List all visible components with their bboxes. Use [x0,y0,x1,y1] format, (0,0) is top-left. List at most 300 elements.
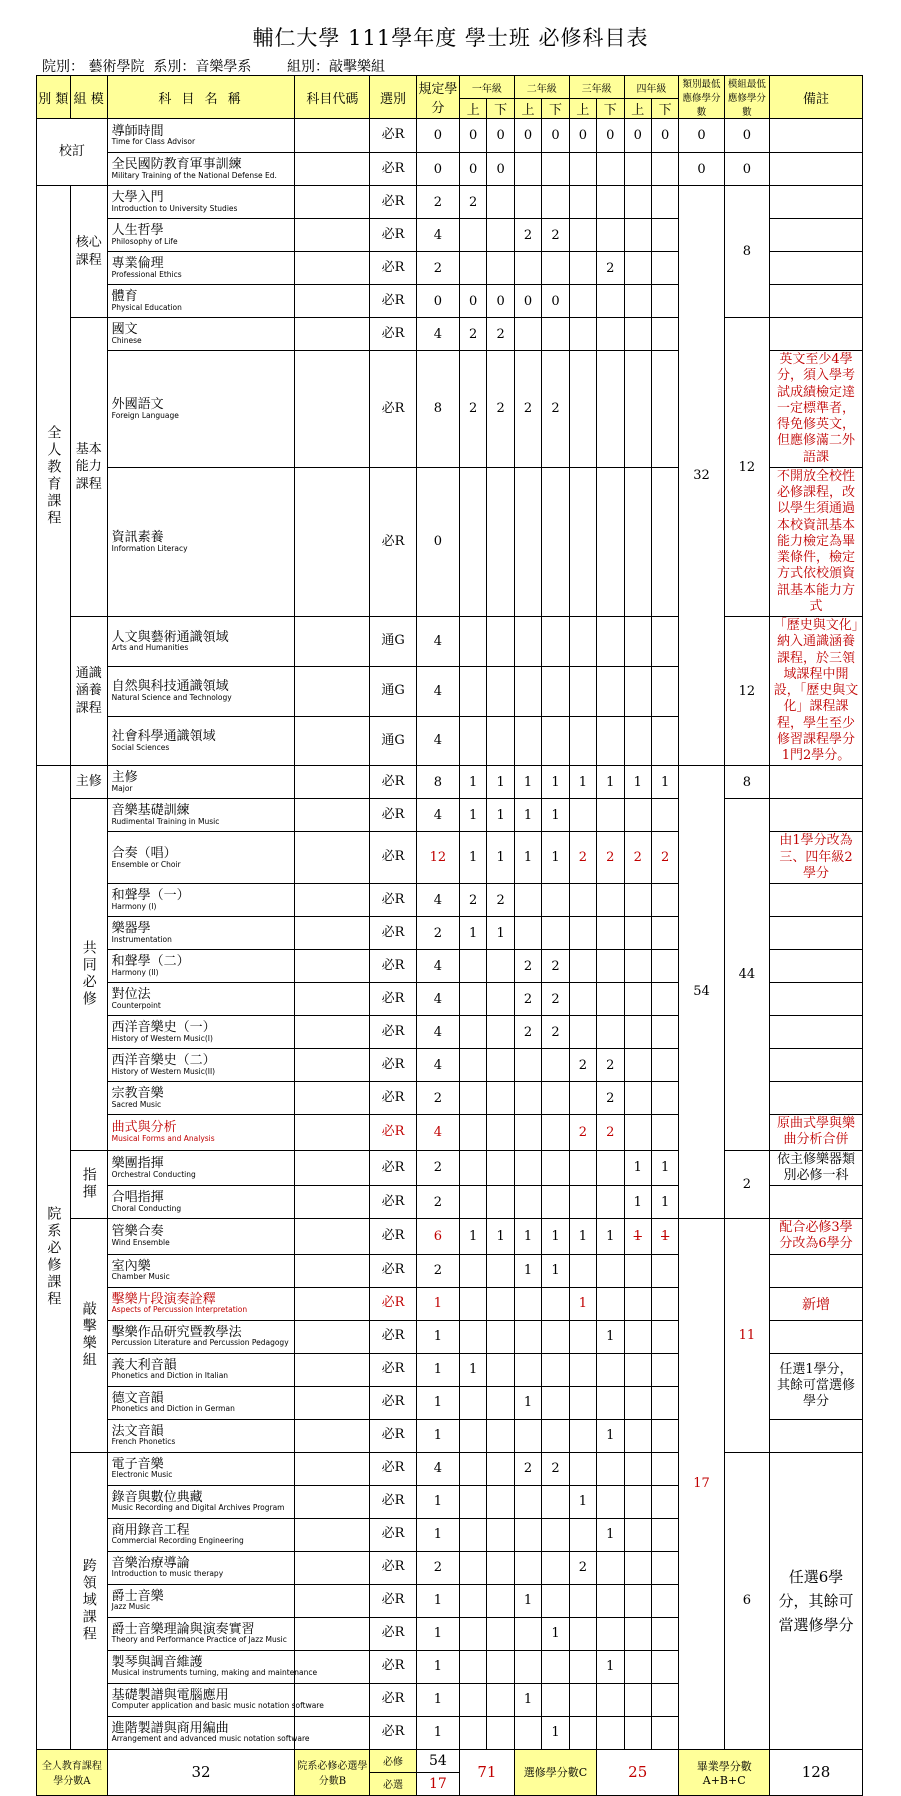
semester-credit: 2 [459,186,486,219]
semester-credit [651,351,678,468]
remark: 不開放全校性必修課程，改以學生須通過本校資訊基本能力檢定為畢業條件，檢定方式依校頒資訊基本能力方式 [770,467,863,616]
course-name-zh: 和聲學（一） [111,888,190,904]
selection: 必R [370,1219,416,1255]
course-code [295,1115,370,1151]
semester-credit [624,1683,651,1716]
hdr-semester-down: 下 [651,99,678,119]
credits: 1 [416,1650,459,1683]
semester-credit [514,1617,541,1650]
semester-credit: 1 [459,799,486,832]
course-code [295,1353,370,1386]
semester-credit [624,351,651,468]
sum-b-required-value: 54 [416,1749,459,1772]
sum-total-label: 畢業學分數A+B+C [679,1749,770,1795]
semester-credit [542,617,569,667]
semester-credit: 2 [487,318,514,351]
semester-credit [459,1320,486,1353]
semester-credit [597,1386,624,1419]
remark [770,1186,863,1219]
remark [770,950,863,983]
semester-credit [597,285,624,318]
semester-credit [597,983,624,1016]
course-name-zh: 西洋音樂史（一） [111,1020,216,1036]
course-row [37,1452,863,1485]
course-name [107,1186,295,1219]
course-name-en: Orchestral Conducting [111,1169,196,1179]
semester-credit [651,318,678,351]
semester-credit [624,252,651,285]
selection: 必R [370,318,416,351]
course-name-en: Physical Education [111,302,182,312]
semester-credit: 1 [487,1219,514,1255]
course-code [295,119,370,153]
course-name-zh: 國文 [111,322,138,338]
semester-credit [459,1452,486,1485]
semester-credit [569,1419,596,1452]
module-cross-text: 跨領域課程 [80,1558,97,1643]
semester-credit: 2 [514,351,541,468]
semester-credit [569,950,596,983]
course-name [107,1049,295,1082]
semester-credit: 0 [487,153,514,186]
course-code [295,1683,370,1716]
semester-credit [569,285,596,318]
credits: 1 [416,1584,459,1617]
selection: 通G [370,716,416,766]
semester-credit [487,1049,514,1082]
course-name-en: Harmony (I) [111,901,157,911]
semester-credit [624,1115,651,1151]
course-code [295,884,370,917]
selection: 必R [370,832,416,884]
semester-credit [569,1254,596,1287]
course-name-zh: 大學入門 [111,190,164,206]
semester-credit [651,285,678,318]
semester-credit [487,716,514,766]
semester-credit [651,1320,678,1353]
credits: 0 [416,467,459,616]
module-cross [70,1452,107,1749]
semester-credit [597,1584,624,1617]
semester-credit [569,884,596,917]
course-name-en: Chamber Music [111,1272,170,1282]
course-name-zh: 擊樂片段演奏詮釋 [111,1291,216,1307]
semester-credit [459,1287,486,1320]
course-row [37,318,863,351]
remark [770,1320,863,1353]
sum-b-elective-value: 17 [416,1772,459,1795]
module-general: 通識涵養課程 [70,617,107,766]
semester-credit [542,1049,569,1082]
hdr-module-min: 模組最低應修學分數 [724,76,769,119]
course-name-zh: 導師時間 [111,123,164,139]
course-name-en: History of Western Music(II) [111,1066,216,1076]
credits: 4 [416,219,459,252]
semester-credit [597,1016,624,1049]
semester-credit [459,1419,486,1452]
course-name [107,1716,310,1749]
semester-credit [487,950,514,983]
semester-credit [624,1518,651,1551]
semester-credit: 1 [569,766,596,799]
semester-credit [487,1551,514,1584]
semester-credit [514,1150,541,1186]
semester-credit: 2 [624,832,651,884]
semester-credit: 1 [514,799,541,832]
course-name-en: Ensemble or Choir [111,859,181,869]
semester-credit [569,1518,596,1551]
selection: 必R [370,983,416,1016]
semester-credit [569,1353,596,1386]
semester-credit [542,1386,569,1419]
hdr-year4: 四年級 [624,76,679,99]
semester-credit [487,1452,514,1485]
remark [770,1049,863,1082]
course-code [295,832,370,884]
group-whole-person [37,186,71,766]
course-name-zh: 和聲學（二） [111,954,190,970]
semester-credit [624,1485,651,1518]
semester-credit [514,666,541,716]
course-name-en: Musical instruments turning, making and maintenance [111,1668,318,1678]
semester-credit [597,950,624,983]
hdr-semester-up: 上 [459,99,486,119]
credits: 0 [416,119,459,153]
course-name-zh: 音樂治療導論 [111,1555,190,1571]
course-name-en: Chinese [111,335,142,345]
semester-credit [514,1353,541,1386]
course-code [295,799,370,832]
category-min: 0 [679,119,724,153]
semester-credit [542,1115,569,1151]
semester-credit: 0 [487,285,514,318]
course-name-en: Counterpoint [111,1000,161,1010]
semester-credit [459,1186,486,1219]
semester-credit [514,716,541,766]
semester-credit [487,666,514,716]
credits: 1 [416,1353,459,1386]
course-code [295,1617,370,1650]
course-name-zh: 樂團指揮 [111,1155,164,1171]
course-name-en: Military Training of the National Defense Ed. [111,170,277,180]
semester-credit [459,1082,486,1115]
semester-credit [624,285,651,318]
course-code [295,285,370,318]
course-name-en: Instrumentation [111,934,172,944]
semester-credit: 1 [624,1150,651,1186]
semester-credit [459,1551,486,1584]
module-conducting [70,1150,107,1219]
course-name [107,1254,295,1287]
semester-credit [487,186,514,219]
remark [770,186,863,219]
hdr-remark: 備註 [770,76,863,119]
semester-credit [597,716,624,766]
course-name-en: Choral Conducting [111,1203,182,1213]
semester-credit [624,884,651,917]
semester-credit [597,1683,624,1716]
semester-credit [542,1551,569,1584]
course-name-en: Wind Ensemble [111,1238,170,1248]
course-code [295,766,370,799]
semester-credit [651,1082,678,1115]
course-name-zh: 曲式與分析 [111,1120,177,1136]
semester-credit [597,917,624,950]
module-min: 44 [724,799,769,1150]
course-name-en: Rudimental Training in Music [111,817,220,827]
semester-credit [651,1716,678,1749]
course-name-en: Commercial Recording Engineering [111,1536,244,1546]
credits: 1 [416,1386,459,1419]
semester-credit: 1 [597,1419,624,1452]
semester-credit [597,617,624,667]
semester-credit [624,153,651,186]
semester-credit [597,186,624,219]
course-name-zh: 西洋音樂史（二） [111,1053,216,1069]
course-name-en: French Phonetics [111,1437,176,1447]
semester-credit: 2 [651,832,678,884]
semester-credit [542,186,569,219]
semester-credit [542,252,569,285]
semester-credit [624,1254,651,1287]
course-code [295,219,370,252]
course-name [107,1287,295,1320]
semester-credit [459,1016,486,1049]
group-department [37,766,71,1749]
credits: 4 [416,318,459,351]
semester-credit: 1 [487,832,514,884]
course-name [107,1452,295,1485]
semester-credit: 2 [459,884,486,917]
course-name-zh: 自然與科技通識領域 [111,679,229,695]
semester-credit: 0 [487,119,514,153]
semester-credit [487,1016,514,1049]
semester-credit [569,219,596,252]
course-code [295,1287,370,1320]
semester-credit [569,186,596,219]
selection: 必R [370,1016,416,1049]
module-min: 0 [724,119,769,153]
semester-credit [651,219,678,252]
credits: 1 [416,1518,459,1551]
semester-credit [624,186,651,219]
course-name [107,1584,295,1617]
semester-credit [569,252,596,285]
credits: 4 [416,884,459,917]
remark: 原曲式學與樂曲分析合併 [770,1115,863,1151]
credits: 12 [416,832,459,884]
course-row [37,186,863,219]
semester-credit [651,1584,678,1617]
semester-credit [569,1650,596,1683]
course-code [295,1082,370,1115]
semester-credit [487,1082,514,1115]
semester-credit [542,1320,569,1353]
semester-credit: 1 [624,1219,651,1255]
course-name [107,716,295,766]
hdr-category-min: 類別最低應修學分數 [679,76,724,119]
credits: 2 [416,252,459,285]
semester-credit: 1 [597,1518,624,1551]
course-name [107,1551,295,1584]
course-name [107,467,295,616]
course-code [295,1452,370,1485]
module-core: 核心課程 [70,186,107,318]
sum-b-elective-label: 必選 [370,1772,416,1795]
semester-credit [569,1617,596,1650]
credits: 1 [416,1617,459,1650]
selection: 必R [370,153,416,186]
course-name-zh: 社會科學通識領域 [111,729,216,745]
selection: 必R [370,1254,416,1287]
course-row [37,1150,863,1186]
hdr-year1: 一年級 [459,76,514,99]
semester-credit [624,1551,651,1584]
course-name-en: Musical Forms and Analysis [111,1134,215,1144]
semester-credit [651,983,678,1016]
course-code [295,1551,370,1584]
semester-credit [597,1287,624,1320]
semester-credit: 1 [459,1219,486,1255]
semester-credit [459,1650,486,1683]
credits: 2 [416,1150,459,1186]
semester-credit: 2 [514,219,541,252]
selection: 必R [370,1485,416,1518]
semester-credit [569,318,596,351]
semester-credit: 1 [542,1254,569,1287]
semester-credit: 1 [542,799,569,832]
selection: 必R [370,1150,416,1186]
semester-credit [487,1386,514,1419]
remark [770,799,863,832]
semester-credit [514,153,541,186]
semester-credit: 2 [542,1016,569,1049]
sum-a-value: 32 [107,1749,295,1795]
semester-credit [569,1584,596,1617]
semester-credit: 1 [542,1617,569,1650]
sum-b-total: 71 [459,1749,514,1795]
course-name-zh: 專業倫理 [111,256,164,272]
semester-credit [487,617,514,667]
selection: 必R [370,1419,416,1452]
semester-credit [597,799,624,832]
sum-c-value: 25 [597,1749,679,1795]
semester-credit: 1 [651,766,678,799]
course-name-en: Introduction to music therapy [111,1569,224,1579]
course-name [107,666,295,716]
semester-credit [624,666,651,716]
credits: 6 [416,1219,459,1255]
semester-credit [624,983,651,1016]
course-name [107,983,295,1016]
semester-credit [514,617,541,667]
semester-credit: 0 [542,285,569,318]
semester-credit [624,1320,651,1353]
semester-credit [542,1518,569,1551]
semester-credit [487,1518,514,1551]
credits: 2 [416,186,459,219]
course-name [107,1650,318,1683]
semester-credit: 1 [651,1219,678,1255]
semester-credit [542,1650,569,1683]
credits: 1 [416,1716,459,1749]
semester-credit [569,617,596,667]
semester-credit: 0 [542,119,569,153]
semester-credit [597,351,624,468]
module-common [70,799,107,1150]
credits: 1 [416,1287,459,1320]
credits: 4 [416,1115,459,1151]
course-name-zh: 錄音與數位典藏 [111,1489,203,1505]
semester-credit [459,1485,486,1518]
selection: 必R [370,1716,416,1749]
credits: 2 [416,1082,459,1115]
semester-credit [624,1419,651,1452]
course-name-en: Theory and Performance Practice of Jazz Music [111,1635,287,1645]
course-code [295,252,370,285]
hdr-semester-down: 下 [487,99,514,119]
semester-credit [651,1551,678,1584]
semester-credit [459,1254,486,1287]
semester-credit [542,917,569,950]
semester-credit [624,1386,651,1419]
course-row [37,766,863,799]
semester-credit [542,884,569,917]
hdr-semester-up: 上 [624,99,651,119]
semester-credit [542,1353,569,1386]
semester-credit: 1 [624,1186,651,1219]
selection: 必R [370,917,416,950]
hdr-semester-down: 下 [542,99,569,119]
semester-credit [624,467,651,616]
semester-credit [624,1650,651,1683]
semester-credit [514,1186,541,1219]
semester-credit [514,1049,541,1082]
course-name [107,219,295,252]
semester-credit [651,950,678,983]
semester-credit [542,153,569,186]
course-name-en: Aspects of Percussion Interpretation [111,1305,248,1315]
semester-credit [624,1617,651,1650]
semester-credit: 1 [514,1386,541,1419]
module-min: 2 [724,1150,769,1219]
semester-credit: 1 [569,1485,596,1518]
semester-credit [542,666,569,716]
semester-credit: 0 [569,119,596,153]
course-name [107,884,295,917]
course-name-zh: 擊樂作品研究暨教學法 [111,1324,242,1340]
module-min: 12 [724,617,769,766]
course-name [107,1386,295,1419]
semester-credit: 2 [514,1016,541,1049]
semester-credit: 1 [651,1186,678,1219]
course-code [295,950,370,983]
course-code [295,1320,370,1353]
semester-credit [597,153,624,186]
course-code [295,666,370,716]
course-name-en: Arts and Humanities [111,643,189,653]
selection: 必R [370,884,416,917]
credits: 4 [416,1016,459,1049]
course-row [37,799,863,832]
semester-credit: 1 [651,1150,678,1186]
semester-credit [542,1584,569,1617]
course-code [295,1150,370,1186]
semester-credit [624,1716,651,1749]
course-name-zh: 爵士音樂 [111,1588,164,1604]
category-min: 54 [679,766,724,1219]
course-code [295,983,370,1016]
